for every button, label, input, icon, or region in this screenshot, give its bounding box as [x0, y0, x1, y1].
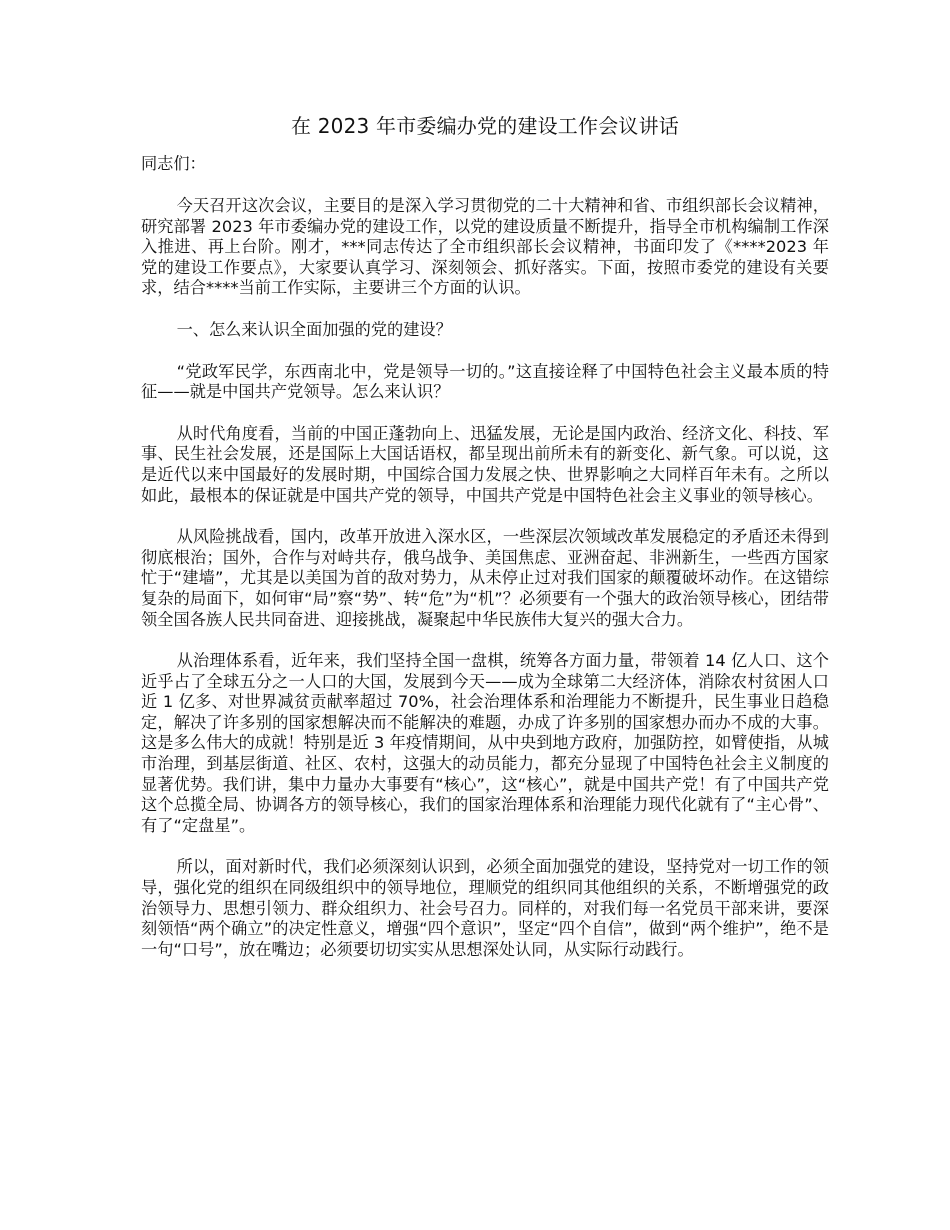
salutation: 同志们： — [141, 154, 206, 173]
document-page — [141, 112, 829, 981]
document-title: 在 2023 年市委编办党的建设工作会议讲话 — [290, 114, 679, 138]
paragraph-risk-challenges: 从风险挑战看，国内，改革开放进入深水区，一些深层次领域改革发展稳定的矛盾还未得到彻底根治；国外，合作与对峙共存，俄乌战争、美国焦虑、亚洲奋起、非洲新生，一些西方国家忙于“建墙”，尤其是以美国为首的敌对势力，从未停止过对我们国家的颠覆破坏动作。在这错综复杂的局面下，如何审“局”察“势”、转“危”为“机”？必须要有一个强大的政治领导核心，团结带领全国各族人民共同奋进、迎接挑战，凝聚起中华民族伟大复兴的强大合力。 — [141, 527, 829, 629]
paragraph-governance-system: 从治理体系看，近年来，我们坚持全国一盘棋，统筹各方面力量，带领着 14 亿人口、这个近乎占了全球五分之一人口的大国，发展到今天——成为全球第二大经济体，消除农村贫困人口近 1 亿多、对世界减贫贡献率超过 70%，社会治理体系和治理能力不断提升，民生事业日趋稳定，解决了许多别的国家想解决而不能解决的难题，办成了许多别的国家想办而办不成的大事。这是多么伟大的成就！特别是近 3 年疫情期间，从中央到地方政府，加强防控，如臂使指，从城市治理，到基层街道、社区、农村，这强大的动员能力，都充分显现了中国特色社会主义制度的显著优势。我们讲，集中力量办大事要有“核心”，这“核心”，就是中国共产党！有了中国共产党这个总揽全局、协调各方的领导核心，我们的国家治理体系和治理能力现代化就有了“主心骨”、有了“定盘星”。 — [141, 651, 829, 835]
section-heading-1: 一、怎么来认识全面加强的党的建设？ — [176, 319, 452, 339]
paragraph-era-perspective: 从时代角度看，当前的中国正蓬勃向上、迅猛发展，无论是国内政治、经济文化、科技、军事、民生社会发展，还是国际上大国话语权，都呈现出前所未有的新变化、新气象。可以说，这是近代以来中国最好的发展时期，中国综合国力发展之快、世界影响之大同样百年未有。之所以如此，最根本的保证就是中国共产党的领导，中国共产党是中国特色社会主义事业的领导核心。 — [141, 423, 829, 505]
paragraph-conclusion: 所以，面对新时代，我们必须深刻认识到，必须全面加强党的建设，坚持党对一切工作的领导，强化党的组织在同级组织中的领导地位，理顺党的组织同其他组织的关系，不断增强党的政治领导力、思想引领力、群众组织力、社会号召力。同样的，对我们每一名党员干部来讲，要深刻领悟“两个确立”的决定性意义，增强“四个意识”，坚定“四个自信”，做到“两个维护”，绝不是一句“口号”，放在嘴边；必须要切切实实从思想深处认同，从实际行动践行。 — [141, 857, 829, 959]
paragraph-quote: “党政军民学，东西南北中，党是领导一切的。”这直接诠释了中国特色社会主义最本质的特征——就是中国共产党领导。怎么来认识？ — [141, 361, 829, 402]
paragraph-opening: 今天召开这次会议，主要目的是深入学习贯彻党的二十大精神和省、市组织部长会议精神，研究部署 2023 年市委编办党的建设工作，以党的建设质量不断提升，指导全市机构编制工作深入推进、再上台阶。刚才，***同志传达了全市组织部长会议精神，书面印发了《****2023 年党的建设工作要点》，大家要认真学习、深刻领会、抓好落实。下面，按照市委党的建设有关要求，结合****当前工作实际，主要讲三个方面的认识。 — [141, 196, 829, 298]
